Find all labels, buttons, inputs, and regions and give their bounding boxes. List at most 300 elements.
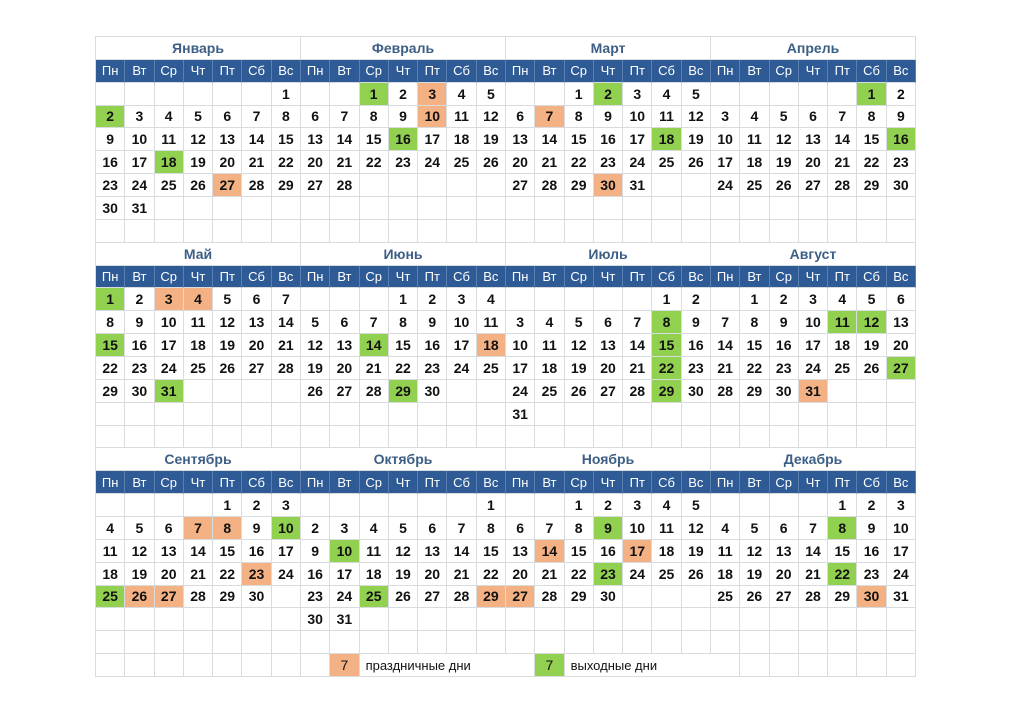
day-cell: 18: [652, 540, 681, 563]
day-cell: 16: [301, 563, 330, 586]
empty-cell: [594, 426, 623, 449]
day-cell: 16: [242, 540, 271, 563]
day-cell: 20: [770, 563, 799, 586]
day-cell: 26: [477, 151, 506, 174]
holiday-cell: 3: [155, 288, 184, 311]
day-cell: 22: [389, 357, 418, 380]
weekday-header: Ср: [155, 266, 184, 289]
day-cell: 16: [594, 128, 623, 151]
empty-cell: [799, 631, 828, 654]
day-cell: 17: [711, 151, 740, 174]
day-cell: 1: [740, 288, 769, 311]
day-cell: 17: [418, 128, 447, 151]
empty-cell: [155, 494, 184, 517]
day-cell: 25: [155, 174, 184, 197]
day-cell: 13: [301, 128, 330, 151]
day-cell: 14: [828, 128, 857, 151]
empty-cell: [506, 631, 535, 654]
weekday-header: Вт: [740, 471, 769, 494]
empty-cell: [535, 197, 564, 220]
day-cell: 29: [740, 380, 769, 403]
empty-cell: [535, 220, 564, 243]
empty-cell: [272, 403, 301, 426]
day-cell: 24: [272, 563, 301, 586]
day-cell: 29: [213, 586, 242, 609]
weekday-header: Чт: [799, 266, 828, 289]
empty-cell: [770, 426, 799, 449]
weekday-header: Вт: [740, 60, 769, 83]
weekday-header: Вс: [477, 60, 506, 83]
dayoff-cell: 11: [828, 311, 857, 334]
day-cell: 15: [857, 128, 886, 151]
empty-cell: [711, 608, 740, 631]
day-cell: 3: [623, 83, 652, 106]
day-cell: 6: [770, 517, 799, 540]
empty-cell: [125, 654, 154, 677]
day-cell: 4: [740, 106, 769, 129]
empty-cell: [184, 220, 213, 243]
empty-cell: [594, 197, 623, 220]
empty-cell: [301, 83, 330, 106]
day-cell: 19: [213, 334, 242, 357]
empty-cell: [301, 288, 330, 311]
weekday-header: Пт: [418, 471, 447, 494]
legend-dayoff-label: выходные дни: [565, 654, 741, 677]
weekday-header: Пт: [418, 60, 447, 83]
day-cell: 21: [272, 334, 301, 357]
empty-cell: [213, 426, 242, 449]
weekday-header: Чт: [389, 60, 418, 83]
day-cell: 14: [535, 128, 564, 151]
empty-cell: [301, 654, 330, 677]
day-cell: 3: [799, 288, 828, 311]
weekday-header: Чт: [594, 60, 623, 83]
day-cell: 22: [477, 563, 506, 586]
day-cell: 2: [887, 83, 916, 106]
day-cell: 27: [330, 380, 359, 403]
day-cell: 10: [887, 517, 916, 540]
day-cell: 10: [506, 334, 535, 357]
day-cell: 8: [857, 106, 886, 129]
day-cell: 13: [155, 540, 184, 563]
day-cell: 14: [330, 128, 359, 151]
empty-cell: [857, 608, 886, 631]
weekday-header: Вт: [535, 266, 564, 289]
empty-cell: [740, 220, 769, 243]
empty-cell: [184, 197, 213, 220]
weekday-header: Пт: [828, 471, 857, 494]
empty-cell: [96, 608, 125, 631]
weekday-header: Сб: [652, 60, 681, 83]
empty-cell: [155, 426, 184, 449]
month-title: Июль: [506, 243, 711, 266]
empty-cell: [301, 426, 330, 449]
day-cell: 20: [506, 151, 535, 174]
weekday-header: Ср: [770, 471, 799, 494]
empty-cell: [682, 586, 711, 609]
holiday-cell: 27: [155, 586, 184, 609]
day-cell: 5: [301, 311, 330, 334]
dayoff-cell: 9: [594, 517, 623, 540]
empty-cell: [360, 403, 389, 426]
day-cell: 10: [125, 128, 154, 151]
empty-cell: [477, 403, 506, 426]
weekday-header: Пн: [506, 60, 535, 83]
empty-cell: [652, 586, 681, 609]
empty-cell: [155, 83, 184, 106]
day-cell: 7: [535, 517, 564, 540]
day-cell: 4: [711, 517, 740, 540]
day-cell: 6: [799, 106, 828, 129]
empty-cell: [272, 654, 301, 677]
holiday-cell: 8: [213, 517, 242, 540]
empty-cell: [799, 654, 828, 677]
day-cell: 31: [125, 197, 154, 220]
day-cell: 19: [770, 151, 799, 174]
empty-cell: [213, 608, 242, 631]
day-cell: 29: [857, 174, 886, 197]
day-cell: 19: [740, 563, 769, 586]
day-cell: 16: [857, 540, 886, 563]
empty-cell: [242, 631, 271, 654]
weekday-header: Пт: [213, 471, 242, 494]
weekday-header: Ср: [155, 471, 184, 494]
empty-cell: [418, 174, 447, 197]
day-cell: 14: [711, 334, 740, 357]
day-cell: 21: [711, 357, 740, 380]
empty-cell: [506, 220, 535, 243]
day-cell: 17: [272, 540, 301, 563]
day-cell: 25: [711, 586, 740, 609]
day-cell: 13: [506, 128, 535, 151]
empty-cell: [447, 426, 476, 449]
empty-cell: [682, 220, 711, 243]
weekday-header: Сб: [447, 471, 476, 494]
day-cell: 12: [301, 334, 330, 357]
day-cell: 17: [887, 540, 916, 563]
day-cell: 20: [242, 334, 271, 357]
day-cell: 25: [740, 174, 769, 197]
day-cell: 19: [682, 540, 711, 563]
month-title: Сентябрь: [96, 448, 301, 471]
weekday-header: Сб: [447, 266, 476, 289]
day-cell: 10: [155, 311, 184, 334]
empty-cell: [887, 220, 916, 243]
empty-cell: [389, 220, 418, 243]
day-cell: 1: [213, 494, 242, 517]
day-cell: 5: [682, 83, 711, 106]
day-cell: 21: [535, 563, 564, 586]
day-cell: 11: [96, 540, 125, 563]
day-cell: 16: [770, 334, 799, 357]
weekday-header: Пт: [623, 471, 652, 494]
empty-cell: [360, 288, 389, 311]
empty-cell: [799, 426, 828, 449]
day-cell: 3: [506, 311, 535, 334]
day-cell: 8: [565, 517, 594, 540]
day-cell: 4: [96, 517, 125, 540]
empty-cell: [477, 608, 506, 631]
empty-cell: [652, 631, 681, 654]
empty-cell: [360, 197, 389, 220]
weekday-header: Пн: [96, 471, 125, 494]
day-cell: 27: [506, 174, 535, 197]
weekday-header: Ср: [565, 60, 594, 83]
empty-cell: [242, 83, 271, 106]
day-cell: 23: [96, 174, 125, 197]
empty-cell: [96, 494, 125, 517]
day-cell: 8: [477, 517, 506, 540]
empty-cell: [857, 631, 886, 654]
weekday-header: Вт: [125, 60, 154, 83]
empty-cell: [447, 220, 476, 243]
day-cell: 4: [535, 311, 564, 334]
day-cell: 9: [389, 106, 418, 129]
day-cell: 2: [594, 494, 623, 517]
holiday-cell: 30: [857, 586, 886, 609]
day-cell: 20: [301, 151, 330, 174]
weekday-header: Сб: [857, 266, 886, 289]
empty-cell: [242, 380, 271, 403]
day-cell: 31: [623, 174, 652, 197]
day-cell: 21: [242, 151, 271, 174]
empty-cell: [887, 608, 916, 631]
dayoff-cell: 25: [96, 586, 125, 609]
day-cell: 28: [535, 174, 564, 197]
empty-cell: [272, 586, 301, 609]
day-cell: 14: [799, 540, 828, 563]
day-cell: 26: [184, 174, 213, 197]
empty-cell: [125, 83, 154, 106]
day-cell: 6: [330, 311, 359, 334]
day-cell: 2: [418, 288, 447, 311]
weekday-header: Ср: [565, 471, 594, 494]
day-cell: 17: [447, 334, 476, 357]
empty-cell: [360, 174, 389, 197]
day-cell: 10: [711, 128, 740, 151]
empty-cell: [770, 403, 799, 426]
empty-cell: [96, 220, 125, 243]
empty-cell: [711, 83, 740, 106]
day-cell: 2: [857, 494, 886, 517]
dayoff-cell: 1: [96, 288, 125, 311]
empty-cell: [360, 220, 389, 243]
day-cell: 6: [594, 311, 623, 334]
day-cell: 15: [828, 540, 857, 563]
empty-cell: [887, 654, 916, 677]
empty-cell: [828, 380, 857, 403]
weekday-header: Вт: [740, 266, 769, 289]
day-cell: 2: [242, 494, 271, 517]
day-cell: 21: [447, 563, 476, 586]
empty-cell: [447, 494, 476, 517]
day-cell: 1: [828, 494, 857, 517]
holiday-cell: 27: [506, 586, 535, 609]
empty-cell: [330, 220, 359, 243]
empty-cell: [506, 426, 535, 449]
empty-cell: [740, 426, 769, 449]
empty-cell: [682, 197, 711, 220]
dayoff-cell: 16: [887, 128, 916, 151]
day-cell: 19: [477, 128, 506, 151]
empty-cell: [770, 494, 799, 517]
day-cell: 3: [711, 106, 740, 129]
empty-cell: [477, 631, 506, 654]
empty-cell: [389, 631, 418, 654]
weekday-header: Чт: [184, 60, 213, 83]
day-cell: 29: [96, 380, 125, 403]
empty-cell: [506, 83, 535, 106]
day-cell: 12: [740, 540, 769, 563]
month-title: Декабрь: [711, 448, 916, 471]
day-cell: 22: [857, 151, 886, 174]
day-cell: 12: [125, 540, 154, 563]
dayoff-cell: 25: [360, 586, 389, 609]
day-cell: 9: [594, 106, 623, 129]
day-cell: 4: [477, 288, 506, 311]
empty-cell: [330, 426, 359, 449]
empty-cell: [594, 220, 623, 243]
day-cell: 24: [447, 357, 476, 380]
day-cell: 12: [184, 128, 213, 151]
empty-cell: [711, 426, 740, 449]
day-cell: 18: [535, 357, 564, 380]
day-cell: 13: [242, 311, 271, 334]
day-cell: 6: [155, 517, 184, 540]
weekday-header: Пт: [213, 60, 242, 83]
weekday-header: Пн: [301, 266, 330, 289]
weekday-header: Сб: [447, 60, 476, 83]
day-cell: 12: [770, 128, 799, 151]
day-cell: 19: [125, 563, 154, 586]
empty-cell: [477, 426, 506, 449]
empty-cell: [389, 494, 418, 517]
weekday-header: Пт: [623, 266, 652, 289]
day-cell: 28: [828, 174, 857, 197]
day-cell: 8: [565, 106, 594, 129]
day-cell: 18: [360, 563, 389, 586]
weekday-header: Вт: [330, 471, 359, 494]
weekday-header: Сб: [857, 471, 886, 494]
day-cell: 16: [418, 334, 447, 357]
empty-cell: [711, 197, 740, 220]
day-cell: 24: [799, 357, 828, 380]
day-cell: 29: [565, 174, 594, 197]
day-cell: 2: [125, 288, 154, 311]
day-cell: 14: [272, 311, 301, 334]
weekday-header: Вт: [125, 471, 154, 494]
day-cell: 8: [360, 106, 389, 129]
empty-cell: [447, 608, 476, 631]
empty-cell: [330, 494, 359, 517]
empty-cell: [447, 631, 476, 654]
empty-cell: [799, 83, 828, 106]
day-cell: 28: [447, 586, 476, 609]
day-cell: 9: [96, 128, 125, 151]
empty-cell: [682, 403, 711, 426]
day-cell: 5: [740, 517, 769, 540]
day-cell: 23: [682, 357, 711, 380]
weekday-header: Чт: [594, 471, 623, 494]
empty-cell: [535, 288, 564, 311]
day-cell: 8: [272, 106, 301, 129]
day-cell: 23: [770, 357, 799, 380]
day-cell: 8: [389, 311, 418, 334]
empty-cell: [652, 174, 681, 197]
empty-cell: [330, 631, 359, 654]
day-cell: 17: [125, 151, 154, 174]
empty-cell: [623, 220, 652, 243]
empty-cell: [623, 631, 652, 654]
empty-cell: [887, 403, 916, 426]
empty-cell: [711, 403, 740, 426]
weekday-header: Вт: [330, 266, 359, 289]
dayoff-cell: 15: [652, 334, 681, 357]
day-cell: 19: [301, 357, 330, 380]
day-cell: 1: [565, 83, 594, 106]
empty-cell: [155, 608, 184, 631]
holiday-cell: 17: [623, 540, 652, 563]
day-cell: 26: [682, 563, 711, 586]
day-cell: 7: [272, 288, 301, 311]
weekday-header: Пт: [828, 266, 857, 289]
empty-cell: [857, 426, 886, 449]
day-cell: 18: [447, 128, 476, 151]
dayoff-cell: 27: [887, 357, 916, 380]
empty-cell: [360, 631, 389, 654]
weekday-header: Вт: [535, 471, 564, 494]
weekday-header: Пн: [301, 60, 330, 83]
day-cell: 9: [242, 517, 271, 540]
day-cell: 11: [477, 311, 506, 334]
day-cell: 5: [477, 83, 506, 106]
day-cell: 29: [272, 174, 301, 197]
day-cell: 1: [652, 288, 681, 311]
weekday-header: Вс: [682, 266, 711, 289]
weekday-header: Пн: [506, 266, 535, 289]
day-cell: 4: [652, 494, 681, 517]
day-cell: 17: [506, 357, 535, 380]
empty-cell: [272, 197, 301, 220]
month-title: Март: [506, 37, 711, 60]
day-cell: 20: [506, 563, 535, 586]
weekday-header: Ср: [360, 266, 389, 289]
empty-cell: [125, 608, 154, 631]
day-cell: 11: [184, 311, 213, 334]
weekday-header: Вс: [477, 266, 506, 289]
day-cell: 18: [711, 563, 740, 586]
day-cell: 13: [770, 540, 799, 563]
day-cell: 12: [682, 106, 711, 129]
day-cell: 9: [857, 517, 886, 540]
empty-cell: [184, 654, 213, 677]
empty-cell: [96, 631, 125, 654]
empty-cell: [477, 220, 506, 243]
weekday-header: Ср: [770, 266, 799, 289]
day-cell: 7: [828, 106, 857, 129]
day-cell: 18: [184, 334, 213, 357]
day-cell: 6: [213, 106, 242, 129]
empty-cell: [242, 654, 271, 677]
weekday-header: Пн: [301, 471, 330, 494]
weekday-header: Пт: [623, 60, 652, 83]
weekday-header: Сб: [652, 471, 681, 494]
day-cell: 12: [213, 311, 242, 334]
day-cell: 25: [184, 357, 213, 380]
weekday-header: Чт: [184, 471, 213, 494]
empty-cell: [125, 631, 154, 654]
empty-cell: [857, 654, 886, 677]
